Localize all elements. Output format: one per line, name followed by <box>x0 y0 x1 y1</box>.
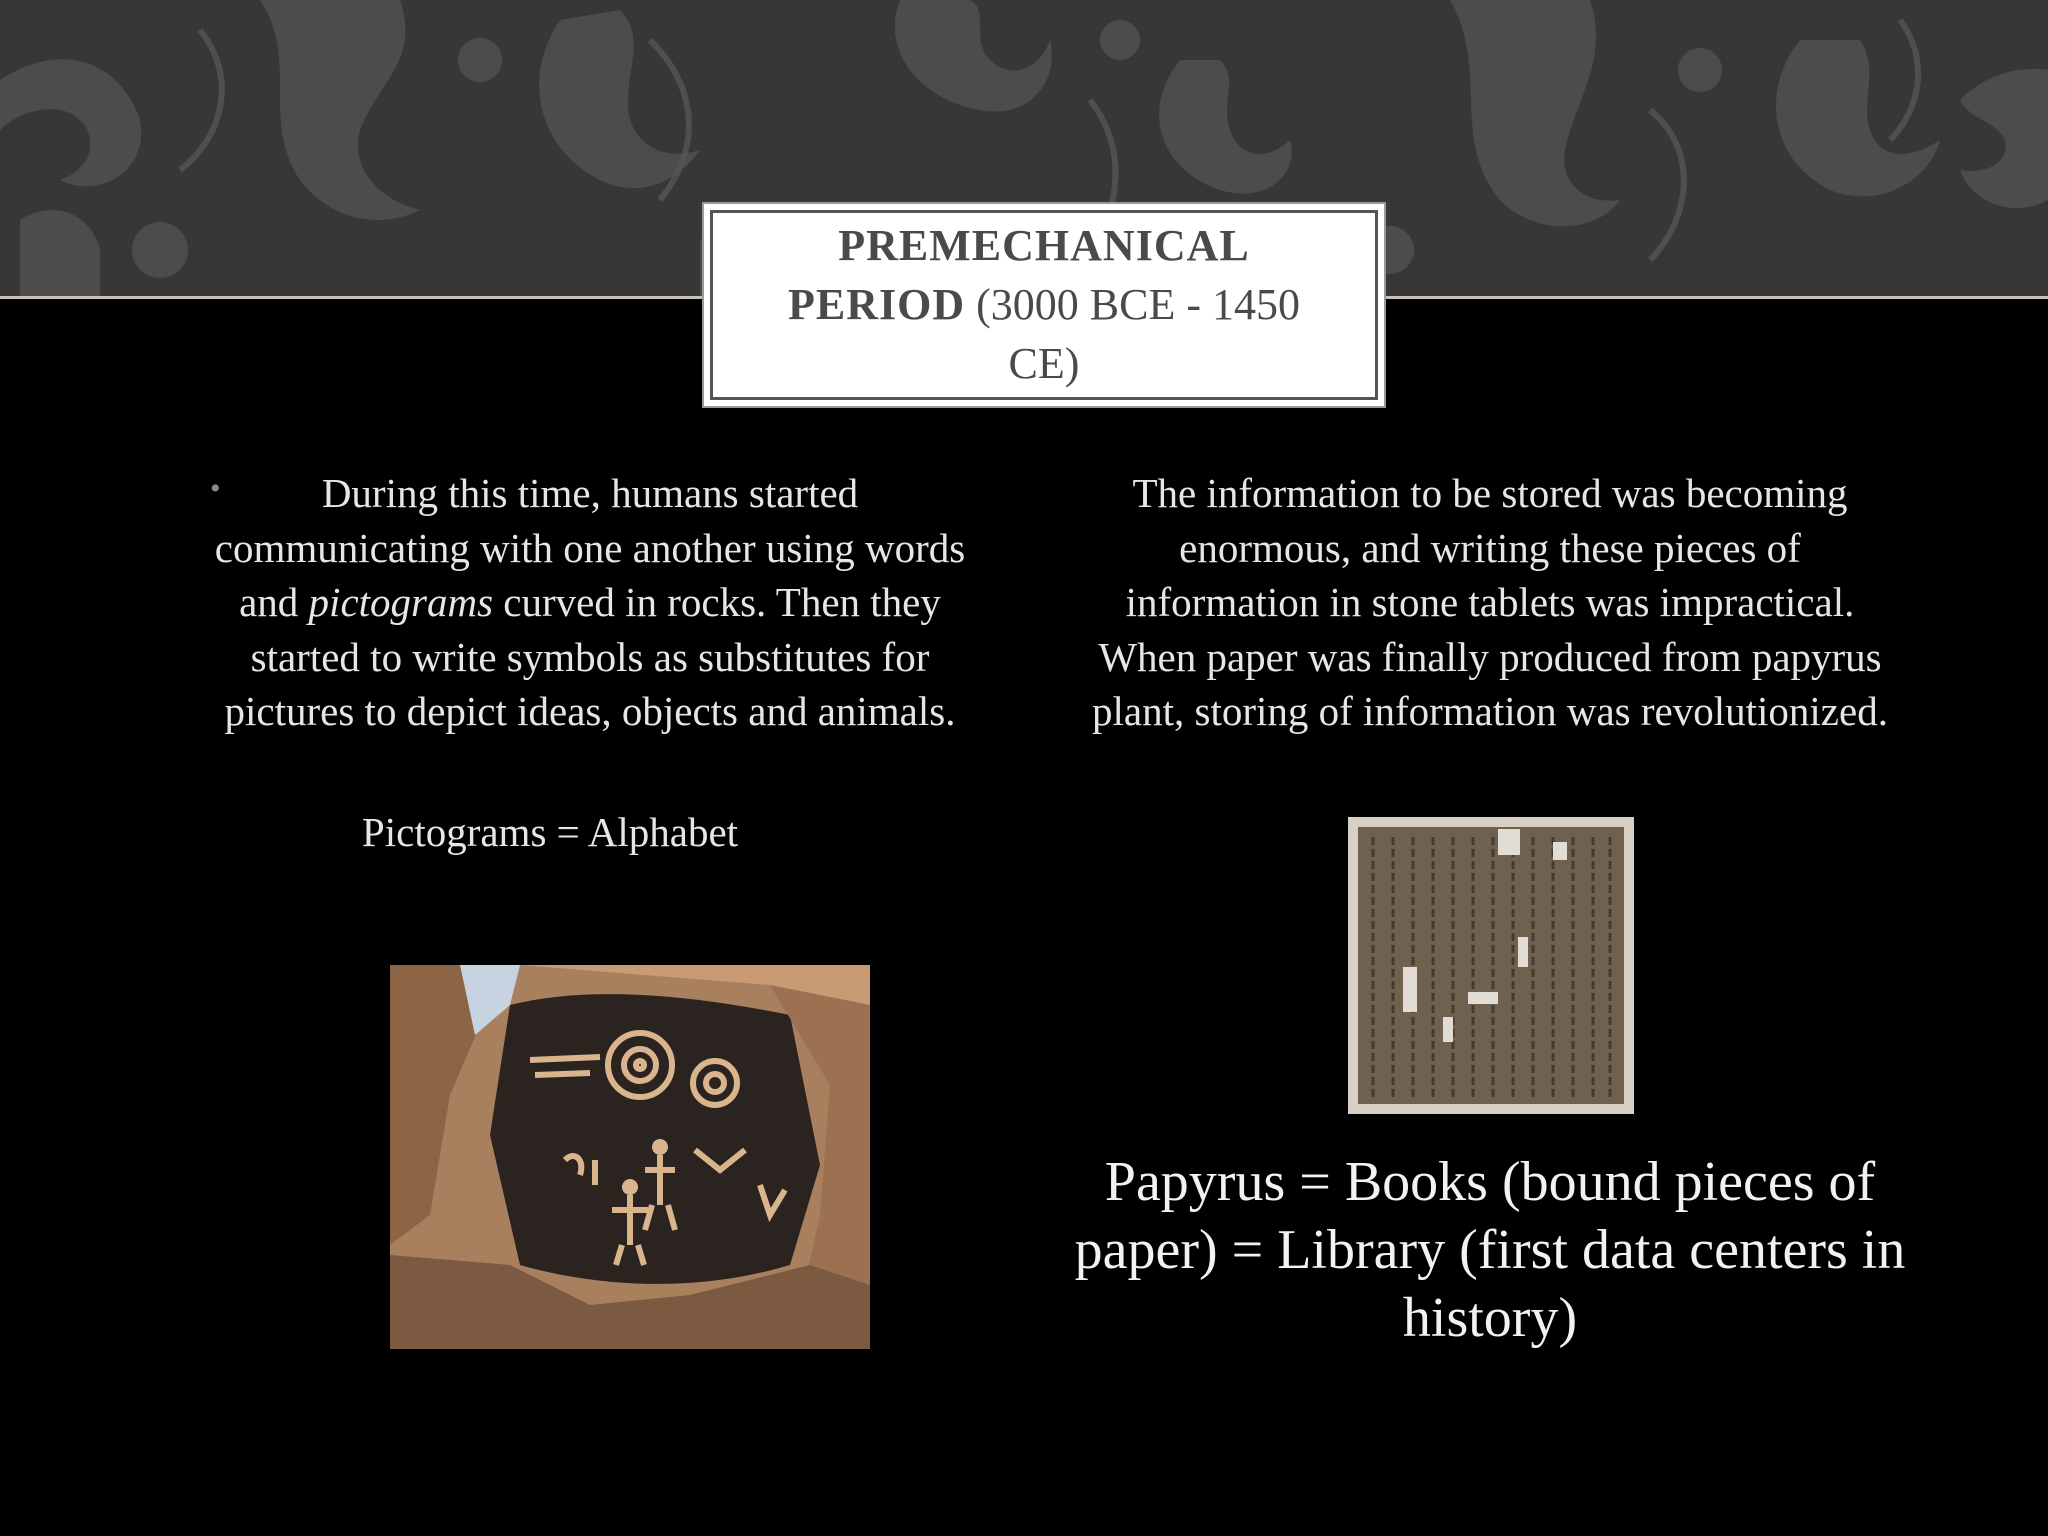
slide-title <box>724 216 1364 393</box>
rock-petroglyph-image <box>390 965 870 1349</box>
title-box <box>702 202 1386 408</box>
bullet-icon: • <box>210 472 221 505</box>
papyrus-manuscript-image <box>1348 817 1634 1114</box>
papyrus-caption: Papyrus = Books (bound pieces of paper) = Library (first data centers in history) <box>1074 1151 1906 1349</box>
left-paragraph-end: curved in rocks. Then they started to write symbols as substitutes for pictures to depict ideas, objects and animals. <box>224 579 956 734</box>
pictograms-emphasis: pictograms <box>308 579 494 625</box>
left-paragraph-start: During this time, humans started communicating with one another using words and <box>214 470 966 625</box>
title-main-line-2: PERIOD <box>787 280 966 329</box>
left-paragraph <box>190 466 990 739</box>
pictograms-equation: Pictograms = Alphabet <box>361 809 739 855</box>
title-dates-line-1: (3000 BCE - 1450 <box>976 280 1300 329</box>
title-dates-line-2: CE) <box>1008 339 1080 388</box>
right-paragraph: The information to be stored was becoming enormous, and writing these pieces of information in stone tablets was impractical. When paper was finally produced from papyrus plant, storing of information was revolutionized. <box>1092 470 1888 734</box>
title-main-line-1: PREMECHANICAL <box>838 221 1250 270</box>
